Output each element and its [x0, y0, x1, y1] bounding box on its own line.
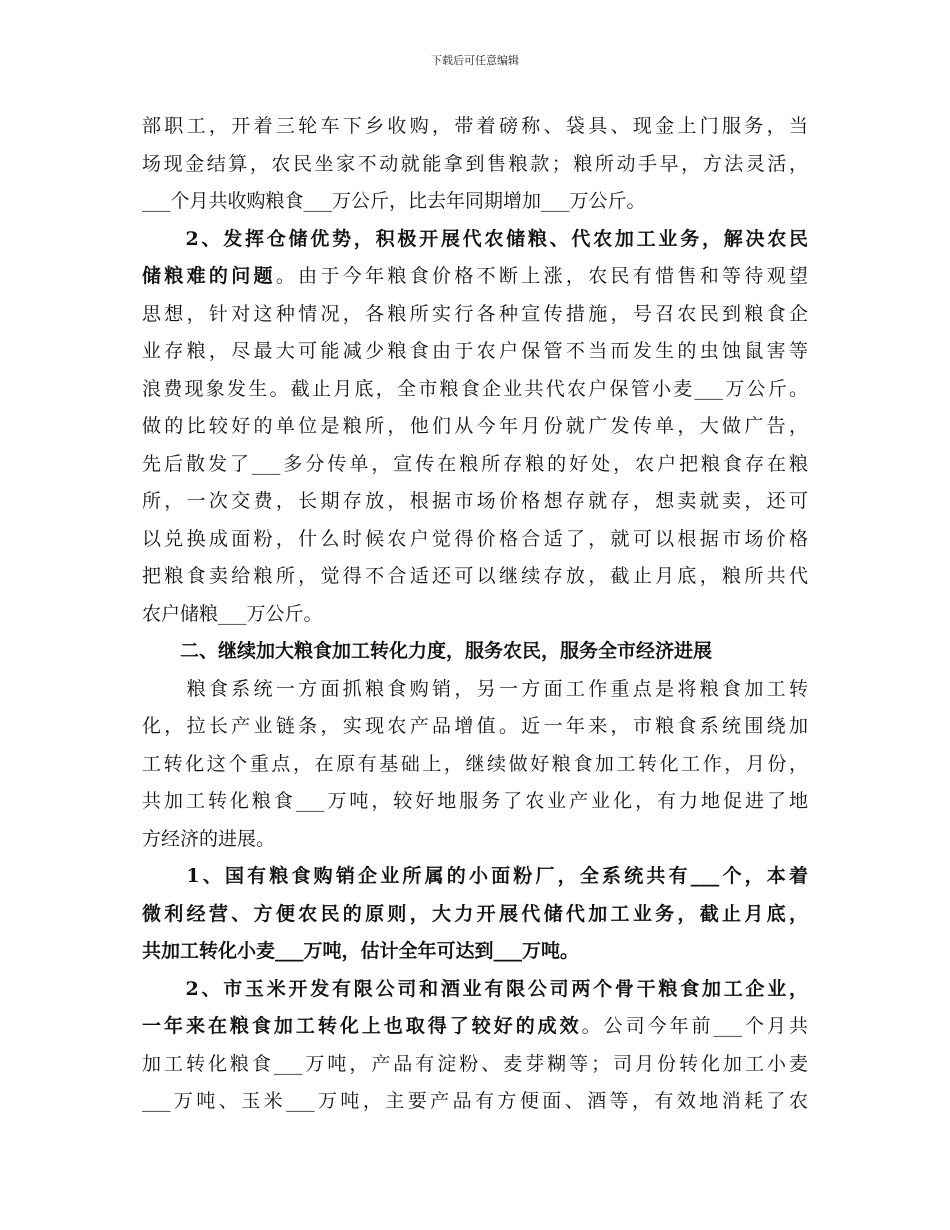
- text-line: 农户储粮___万公斤。: [142, 602, 323, 625]
- text-line: 部职工，开着三轮车下乡收购，带着磅称、袋具、现金上门服务，当: [142, 115, 808, 137]
- text-line: 加工转化粮食___万吨，产品有淀粉、麦芽糊等；司月份转化加工小麦: [142, 1052, 808, 1075]
- section-heading: 二、继续加大粮食加工转化力度，服务农民，服务全市经济进展: [142, 640, 713, 662]
- text-line: 共加工转化粮食___万吨，较好地服务了农业产业化，有力地促进了地: [142, 790, 808, 812]
- text-line: [142, 1008, 808, 1046]
- text-line: 方经济的进展。: [142, 827, 276, 850]
- text-line: 所，一次交费，长期存放，根据市场价格想存就存，想卖就卖，还可: [142, 490, 808, 512]
- text-line: 做的比较好的单位是粮所，他们从今年月份就广发传单，大做广告，: [142, 415, 808, 437]
- subheading-line: 微利经营、方便农民的原则，大力开展代储代加工业务，截止月底，: [142, 902, 808, 925]
- subheading-line: 2、市玉米开发有限公司和酒业有限公司两个骨干粮食加工企业，: [142, 977, 808, 1000]
- text-line: 化，拉长产业链条，实现农产品增值。近一年来，市粮食系统围绕加: [142, 715, 808, 737]
- text-fragment: 。由于今年粮食价格不断上涨，农民有惜售和等待观望: [275, 265, 808, 287]
- subheading-bold: 一年来在粮食加工转化上也取得了较好的成效: [142, 1015, 582, 1037]
- text-line: 把粮食卖给粮所，觉得不合适还可以继续存放，截止月底，粮所共代: [142, 565, 808, 587]
- text-line: 业存粮，尽最大可能减少粮食由于农户保管不当而发生的虫蚀鼠害等: [142, 340, 808, 362]
- text-line: 场现金结算，农民坐家不动就能拿到售粮款；粮所动手早，方法灵活，: [142, 152, 808, 175]
- text-line: 浪费现象发生。截止月底，全市粮食企业共代农户保管小麦___万公斤。: [142, 377, 808, 400]
- document-body: [142, 108, 808, 1121]
- text-fragment: 。公司今年前___个月共: [581, 1015, 808, 1037]
- text-line: 工转化这个重点，在原有基础上，继续做好粮食加工转化工作，月份，: [142, 752, 808, 775]
- text-line: ___万吨、玉米___万吨，主要产品有方便面、酒等，有效地消耗了农: [142, 1090, 808, 1112]
- text-line: ___个月共收购粮食___万公斤，比去年同期增加___万公斤。: [142, 190, 646, 212]
- text-line: [142, 258, 808, 296]
- text-line: 以兑换成面粉，什么时候农户觉得价格合适了，就可以根据市场价格: [142, 527, 808, 550]
- text-line: 先后散发了___多分传单，宣传在粮所存粮的好处，农户把粮食存在粮: [142, 452, 808, 475]
- subheading-bold: 储粮难的问题: [142, 265, 276, 287]
- subheading-line: 共加工转化小麦___万吨，估计全年可达到___万吨。: [142, 940, 580, 962]
- subheading-line: 2、发挥仓储优势，积极开展代农储粮、代农加工业务，解决农民: [142, 227, 808, 250]
- subheading-line: 1、国有粮食购销企业所属的小面粉厂，全系统共有___个，本着: [142, 865, 808, 887]
- text-line: 思想，针对这种情况，各粮所实行各种宣传措施，号召农民到粮食企: [142, 302, 808, 325]
- text-line: 粮食系统一方面抓粮食购销，另一方面工作重点是将粮食加工转: [142, 677, 808, 700]
- page-header: 下载后可任意编辑: [431, 54, 519, 67]
